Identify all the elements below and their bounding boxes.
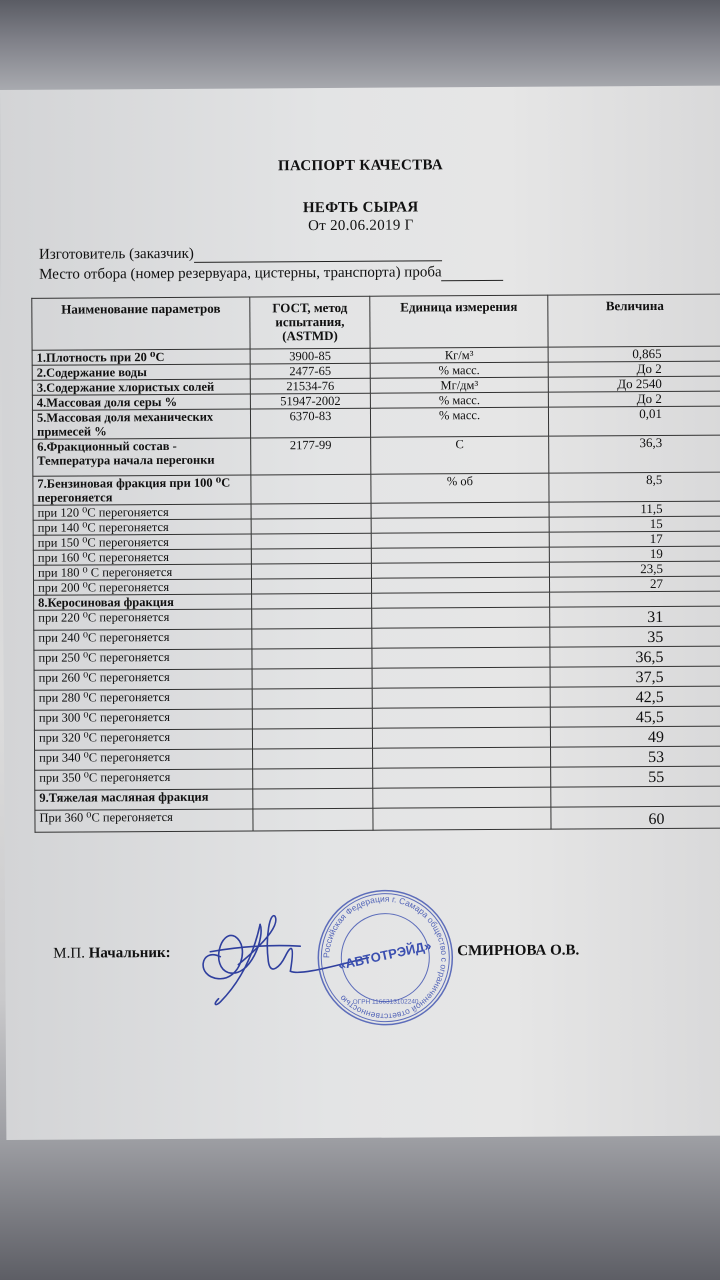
cell-value: 36,3 [549,435,720,473]
cell-unit [371,532,549,548]
cell-gost-method [251,548,371,564]
cell-value: 17 [549,531,720,547]
cell-parameter-name: при 250 ⁰С перегоняется [34,649,252,670]
cell-unit [371,577,549,593]
cell-unit: С [371,436,549,474]
cell-parameter-name: при 200 ⁰С перегоняется [33,579,251,595]
cell-gost-method [253,788,373,809]
cell-parameter-name: при 320 ⁰С перегоняется [34,729,252,750]
cell-gost-method [253,748,373,769]
cell-parameter-name: 7.Бензиновая фракция при 100 ⁰С перегоняется [33,475,251,505]
cell-parameter-name: при 180 ⁰ С перегоняется [33,564,251,580]
cell-gost-method [251,503,371,519]
cell-value: 23,5 [549,561,720,577]
quality-table [31,294,720,833]
cell-value: 11,5 [549,501,720,517]
cell-value [551,786,720,807]
cell-gost-method [251,578,371,594]
cell-gost-method [253,808,373,831]
footer-signature-line [53,945,170,963]
cell-gost-method [252,668,372,689]
cell-gost-method [252,708,372,729]
cell-parameter-name: 3.Содержание хлористых солей [32,379,250,395]
header-name: Наименование параметров [32,297,250,350]
cell-gost-method: 2477-65 [250,363,370,379]
cell-value: 27 [549,576,720,592]
cell-parameter-name: при 140 ⁰С перегоняется [33,519,251,535]
cell-unit: % об [371,473,549,503]
sampling-field [442,266,504,281]
cell-unit [372,687,550,708]
cell-parameter-name: 5.Массовая доля механических примесей % [32,409,250,439]
cell-unit [371,517,549,533]
cell-unit [371,562,549,578]
cell-gost-method [251,474,371,504]
cell-parameter-name: при 240 ⁰С перегоняется [34,629,252,650]
cell-parameter-name: при 300 ⁰С перегоняется [34,709,252,730]
cell-value: 53 [551,746,720,767]
mp-label: М.П. [53,945,85,962]
cell-value: 36,5 [550,646,720,667]
cell-unit [373,807,551,830]
cell-parameter-name: при 160 ⁰С перегоняется [33,549,251,565]
cell-parameter-name: при 150 ⁰С перегоняется [33,534,251,550]
table-row [33,472,720,505]
cell-value: 42,5 [550,686,720,707]
cell-gost-method: 6370-83 [250,408,370,438]
cell-gost-method [252,648,372,669]
cell-gost-method: 51947-2002 [250,393,370,409]
cell-value: 8,5 [549,472,720,502]
cell-unit [372,667,550,688]
cell-value [550,591,720,607]
cell-gost-method [251,563,371,579]
sampling-label: Место отбора (номер резервуара, цистерны, транспорта) проба [39,264,442,283]
table-row [32,406,720,439]
cell-value: 45,5 [550,706,720,727]
cell-value: 49 [550,726,720,747]
cell-value: 60 [551,806,720,829]
cell-gost-method [251,518,371,534]
cell-parameter-name: 9.Тяжелая масляная фракция [35,789,253,810]
stamp-company: «АВТОТРЭЙД» [336,937,433,973]
cell-value: 35 [550,626,720,647]
cell-parameter-name: при 220 ⁰С перегоняется [34,609,252,630]
cell-gost-method: 3900-85 [250,348,370,364]
cell-unit [371,547,549,563]
cell-unit: % масс. [370,362,548,378]
document-page [0,86,720,1140]
signer-name: СМИРНОВА О.В. [457,942,580,960]
cell-unit [372,592,550,608]
cell-gost-method [253,768,373,789]
cell-value: 0,865 [548,346,720,362]
cell-unit: % масс. [370,392,548,408]
sampling-line [39,264,504,284]
cell-parameter-name: При 360 ⁰С перегоняется [35,809,253,832]
company-stamp [315,887,456,1028]
header-unit: Единица измерения [370,295,548,348]
cell-value: 37,5 [550,666,720,687]
chief-label: Начальник: [88,944,171,962]
cell-parameter-name: 4.Массовая доля серы % [32,394,250,410]
cell-parameter-name: 2.Содержание воды [32,364,250,380]
stamp-ogrn: ОГРН 1166313102240 [352,998,419,1006]
cell-gost-method [251,533,371,549]
cell-unit [372,727,550,748]
header-gost: ГОСТ, метод испытания, (ASTMD) [250,296,370,349]
cell-parameter-name: при 350 ⁰С перегоняется [35,769,253,790]
cell-gost-method: 2177-99 [251,437,371,475]
cell-unit: % масс. [370,407,548,437]
cell-value: До 2540 [548,376,720,392]
cell-unit [372,707,550,728]
cell-unit [373,787,551,808]
cell-gost-method [252,728,372,749]
cell-value: 19 [549,546,720,562]
cell-value: До 2 [548,391,720,407]
table-header-row [32,294,720,350]
product-name: НЕФТЬ СЫРАЯ [302,199,419,217]
cell-value: 31 [550,606,720,627]
cell-unit [372,607,550,628]
cell-parameter-name: при 120 ⁰С перегоняется [33,504,251,520]
cell-value: 0,01 [548,406,720,436]
cell-unit: Мг/дм³ [370,377,548,393]
cell-parameter-name: 1.Плотность при 20 ⁰С [32,349,250,365]
cell-unit: Кг/м³ [370,347,548,363]
cell-parameter-name: 6.Фракционный состав - Температура начала перегонки [33,438,251,476]
cell-gost-method [252,628,372,649]
manufacturer-field [194,246,442,263]
cell-gost-method [252,688,372,709]
cell-gost-method: 21534-76 [250,378,370,394]
cell-value: 15 [549,516,720,532]
document-date: От 20.06.2019 Г [308,217,414,235]
cell-unit [373,767,551,788]
cell-unit [372,627,550,648]
header-value: Величина [548,294,720,347]
table-row [35,806,720,832]
cell-value: До 2 [548,361,720,377]
cell-parameter-name: при 280 ⁰С перегоняется [34,689,252,710]
cell-unit [373,747,551,768]
cell-parameter-name: 8.Керосиновая фракция [34,594,252,610]
table-row [33,435,720,476]
cell-gost-method [252,593,372,609]
cell-parameter-name: при 340 ⁰С перегоняется [35,749,253,770]
document-title: ПАСПОРТ КАЧЕСТВА [277,157,444,175]
cell-value: 55 [551,766,720,787]
stamp-ring-text: Российская Федерация г. Самара общество с ограниченной ответственностью [321,893,450,1022]
cell-parameter-name: при 260 ⁰С перегоняется [34,669,252,690]
cell-unit [371,502,549,518]
cell-unit [372,647,550,668]
manufacturer-label: Изготовитель (заказчик) [38,245,194,263]
cell-gost-method [252,608,372,629]
manufacturer-line [39,244,442,263]
